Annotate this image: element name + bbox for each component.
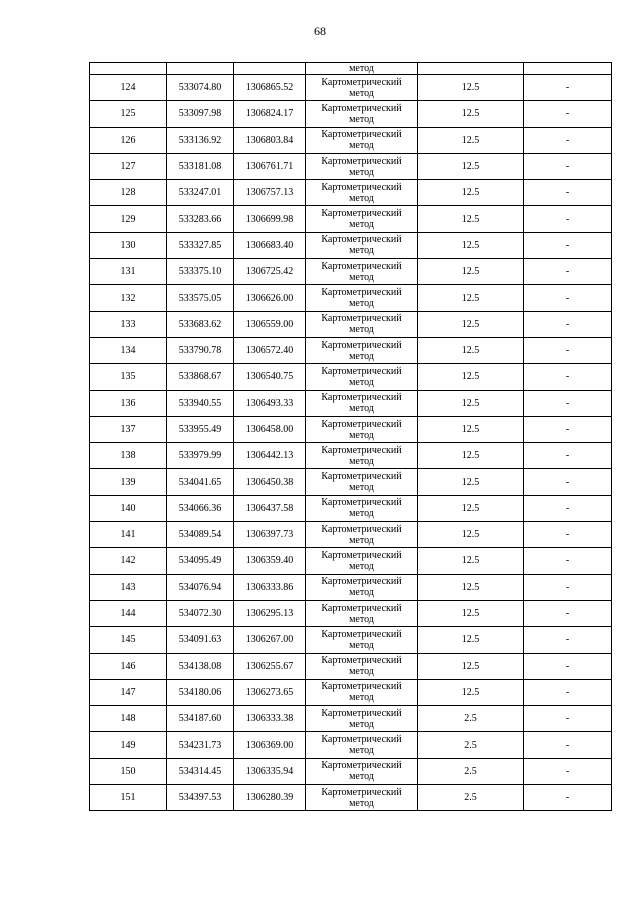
method-line: Картометрический xyxy=(321,287,402,299)
cell-x: 533375.10 xyxy=(167,259,234,285)
cell-y: 1306450.38 xyxy=(234,469,306,495)
table-row xyxy=(90,153,612,179)
table-row xyxy=(90,653,612,679)
cell-y: 1306267.00 xyxy=(234,627,306,653)
method-line: Картометрический xyxy=(321,208,402,220)
cell-precision: 12.5 xyxy=(418,574,524,600)
cell-description: - xyxy=(524,574,612,600)
cell-num: 124 xyxy=(90,75,167,101)
cell-num: 131 xyxy=(90,259,167,285)
cell-description: - xyxy=(524,232,612,258)
cell-description: - xyxy=(524,785,612,811)
cell-description: - xyxy=(524,127,612,153)
method-line: Картометрический xyxy=(321,734,402,746)
cell-x: 534072.30 xyxy=(167,600,234,626)
cell-precision: 12.5 xyxy=(418,285,524,311)
cell-method xyxy=(306,732,418,758)
cell-description: - xyxy=(524,75,612,101)
cell-x: 533790.78 xyxy=(167,337,234,363)
table-row xyxy=(90,285,612,311)
cell-y: 1306824.17 xyxy=(234,101,306,127)
method-line: метод xyxy=(349,192,374,204)
cell-num: 128 xyxy=(90,180,167,206)
cell-method xyxy=(306,180,418,206)
table-row xyxy=(90,600,612,626)
cell-y: 1306559.00 xyxy=(234,311,306,337)
cell-precision: 12.5 xyxy=(418,206,524,232)
cell-precision: 12.5 xyxy=(418,364,524,390)
cell-precision: 12.5 xyxy=(418,232,524,258)
cell-description: - xyxy=(524,706,612,732)
cell-num: 148 xyxy=(90,706,167,732)
cell-description: - xyxy=(524,416,612,442)
cell-method xyxy=(306,495,418,521)
cell-description: - xyxy=(524,653,612,679)
cell-x: 534231.73 xyxy=(167,732,234,758)
cell-description: - xyxy=(524,679,612,705)
method-line: Картометрический xyxy=(321,129,402,141)
cell-num: 127 xyxy=(90,153,167,179)
cell-description: - xyxy=(524,311,612,337)
cell-precision xyxy=(418,63,524,75)
method-line: метод xyxy=(349,298,374,310)
cell-precision: 2.5 xyxy=(418,706,524,732)
method-line: Картометрический xyxy=(321,313,402,325)
cell-y: 1306761.71 xyxy=(234,153,306,179)
method-line: метод xyxy=(349,745,374,757)
method-line: Картометрический xyxy=(321,339,402,351)
cell-x: 533181.08 xyxy=(167,153,234,179)
method-line: Картометрический xyxy=(321,549,402,561)
cell-x: 533247.01 xyxy=(167,180,234,206)
method-line: метод xyxy=(349,87,374,99)
cell-precision: 2.5 xyxy=(418,732,524,758)
method-line: Картометрический xyxy=(321,497,402,509)
table-row xyxy=(90,416,612,442)
table-row xyxy=(90,390,612,416)
cell-num: 142 xyxy=(90,548,167,574)
cell-description: - xyxy=(524,180,612,206)
method-line: метод xyxy=(349,271,374,283)
cell-y: 1306540.75 xyxy=(234,364,306,390)
cell-method xyxy=(306,127,418,153)
cell-x: 533074.80 xyxy=(167,75,234,101)
cell-method: метод xyxy=(306,63,418,75)
cell-num: 151 xyxy=(90,785,167,811)
cell-x: 534089.54 xyxy=(167,522,234,548)
cell-x: 533979.99 xyxy=(167,443,234,469)
cell-description: - xyxy=(524,443,612,469)
method-line: метод xyxy=(349,429,374,441)
cell-method xyxy=(306,75,418,101)
cell-precision: 12.5 xyxy=(418,548,524,574)
cell-num: 135 xyxy=(90,364,167,390)
cell-y: 1306397.73 xyxy=(234,522,306,548)
cell-method xyxy=(306,443,418,469)
table-row xyxy=(90,785,612,811)
table-row xyxy=(90,627,612,653)
cell-precision: 12.5 xyxy=(418,259,524,285)
cell-method xyxy=(306,337,418,363)
table-row xyxy=(90,101,612,127)
cell-x: 534076.94 xyxy=(167,574,234,600)
cell-description: - xyxy=(524,206,612,232)
cell-description: - xyxy=(524,469,612,495)
cell-precision: 12.5 xyxy=(418,390,524,416)
cell-method xyxy=(306,548,418,574)
cell-description: - xyxy=(524,495,612,521)
cell-description: - xyxy=(524,285,612,311)
cell-method xyxy=(306,153,418,179)
cell-method xyxy=(306,101,418,127)
cell-precision: 12.5 xyxy=(418,180,524,206)
cell-num: 129 xyxy=(90,206,167,232)
cell-description: - xyxy=(524,732,612,758)
method-line: метод xyxy=(349,508,374,520)
method-line: метод xyxy=(349,324,374,336)
cell-precision: 12.5 xyxy=(418,469,524,495)
cell-y: 1306725.42 xyxy=(234,259,306,285)
cell-x: 534314.45 xyxy=(167,758,234,784)
method-line: метод xyxy=(349,219,374,231)
cell-y: 1306280.39 xyxy=(234,785,306,811)
cell-precision: 12.5 xyxy=(418,653,524,679)
cell-precision: 2.5 xyxy=(418,758,524,784)
cell-method xyxy=(306,469,418,495)
cell-method xyxy=(306,416,418,442)
cell-num: 139 xyxy=(90,469,167,495)
method-line: Картометрический xyxy=(321,365,402,377)
table-body xyxy=(90,63,612,811)
table-row xyxy=(90,495,612,521)
method-line: метод xyxy=(349,534,374,546)
table-row xyxy=(90,706,612,732)
cell-x: 533283.66 xyxy=(167,206,234,232)
cell-x: 534041.65 xyxy=(167,469,234,495)
cell-num: 140 xyxy=(90,495,167,521)
cell-method xyxy=(306,206,418,232)
cell-y: 1306458.00 xyxy=(234,416,306,442)
cell-y: 1306493.33 xyxy=(234,390,306,416)
cell-num: 136 xyxy=(90,390,167,416)
method-line: метод xyxy=(349,613,374,625)
method-line: метод xyxy=(349,140,374,152)
cell-precision: 12.5 xyxy=(418,627,524,653)
cell-num: 146 xyxy=(90,653,167,679)
method-line: Картометрический xyxy=(321,234,402,246)
cell-y: 1306255.67 xyxy=(234,653,306,679)
cell-y: 1306333.86 xyxy=(234,574,306,600)
cell-description: - xyxy=(524,600,612,626)
table-row xyxy=(90,259,612,285)
table-row xyxy=(90,364,612,390)
cell-y: 1306757.13 xyxy=(234,180,306,206)
cell-y: 1306442.13 xyxy=(234,443,306,469)
method-line: метод xyxy=(349,113,374,125)
cell-description: - xyxy=(524,758,612,784)
method-line: Картометрический xyxy=(321,444,402,456)
cell-precision: 2.5 xyxy=(418,785,524,811)
cell-x: 533683.62 xyxy=(167,311,234,337)
cell-description: - xyxy=(524,101,612,127)
cell-num: 145 xyxy=(90,627,167,653)
continued-row xyxy=(90,63,612,75)
table-row xyxy=(90,469,612,495)
method-line: Картометрический xyxy=(321,576,402,588)
cell-y: 1306359.40 xyxy=(234,548,306,574)
table-row xyxy=(90,574,612,600)
cell-method xyxy=(306,574,418,600)
cell-x: 533868.67 xyxy=(167,364,234,390)
cell-method xyxy=(306,653,418,679)
cell-y: 1306626.00 xyxy=(234,285,306,311)
cell-precision: 12.5 xyxy=(418,679,524,705)
cell-precision: 12.5 xyxy=(418,337,524,363)
cell-description: - xyxy=(524,390,612,416)
cell-description: - xyxy=(524,522,612,548)
cell-y: 1306335.94 xyxy=(234,758,306,784)
cell-num: 126 xyxy=(90,127,167,153)
method-line: метод xyxy=(349,560,374,572)
method-line: Картометрический xyxy=(321,260,402,272)
cell-y: 1306273.65 xyxy=(234,679,306,705)
cell-num: 137 xyxy=(90,416,167,442)
cell-y: 1306437.58 xyxy=(234,495,306,521)
cell-precision: 12.5 xyxy=(418,600,524,626)
cell-num: 147 xyxy=(90,679,167,705)
cell-method xyxy=(306,627,418,653)
cell-x: 534066.36 xyxy=(167,495,234,521)
cell-y: 1306333.38 xyxy=(234,706,306,732)
method-line: метод xyxy=(349,403,374,415)
cell-precision: 12.5 xyxy=(418,101,524,127)
table-row xyxy=(90,75,612,101)
method-line: Картометрический xyxy=(321,471,402,483)
cell-method xyxy=(306,232,418,258)
method-line: метод xyxy=(349,245,374,257)
cell-x: 533136.92 xyxy=(167,127,234,153)
method-line: Картометрический xyxy=(321,392,402,404)
table-row xyxy=(90,732,612,758)
method-line: Картометрический xyxy=(321,602,402,614)
cell-num: 143 xyxy=(90,574,167,600)
cell-y xyxy=(234,63,306,75)
cell-precision: 12.5 xyxy=(418,443,524,469)
method-line: метод xyxy=(349,771,374,783)
cell-num: 149 xyxy=(90,732,167,758)
cell-method xyxy=(306,679,418,705)
method-line: Картометрический xyxy=(321,418,402,430)
cell-x: 534095.49 xyxy=(167,548,234,574)
table-row xyxy=(90,206,612,232)
coordinates-table xyxy=(89,62,612,811)
cell-x: 533575.05 xyxy=(167,285,234,311)
cell-num: 132 xyxy=(90,285,167,311)
cell-method xyxy=(306,285,418,311)
cell-method xyxy=(306,785,418,811)
cell-x: 534397.53 xyxy=(167,785,234,811)
cell-num: 133 xyxy=(90,311,167,337)
cell-method xyxy=(306,390,418,416)
table-row xyxy=(90,232,612,258)
cell-y: 1306865.52 xyxy=(234,75,306,101)
cell-x xyxy=(167,63,234,75)
method-line: Картометрический xyxy=(321,681,402,693)
cell-method xyxy=(306,259,418,285)
method-line: метод xyxy=(349,666,374,678)
cell-description: - xyxy=(524,259,612,285)
cell-method xyxy=(306,758,418,784)
cell-precision: 12.5 xyxy=(418,153,524,179)
page-number: 68 xyxy=(314,24,326,38)
table-row xyxy=(90,679,612,705)
table-row xyxy=(90,758,612,784)
method-line: метод xyxy=(349,639,374,651)
method-line: метод xyxy=(349,166,374,178)
method-line: метод xyxy=(349,692,374,704)
cell-num: 130 xyxy=(90,232,167,258)
cell-num: 134 xyxy=(90,337,167,363)
cell-x: 534187.60 xyxy=(167,706,234,732)
cell-description: - xyxy=(524,627,612,653)
cell-num: 141 xyxy=(90,522,167,548)
cell-num xyxy=(90,63,167,75)
method-line: Картометрический xyxy=(321,155,402,167)
table-row xyxy=(90,443,612,469)
method-line: метод xyxy=(349,455,374,467)
cell-x: 533327.85 xyxy=(167,232,234,258)
method-line: Картометрический xyxy=(321,76,402,88)
cell-x: 534180.06 xyxy=(167,679,234,705)
method-line: метод xyxy=(349,587,374,599)
cell-x: 533955.49 xyxy=(167,416,234,442)
cell-description: - xyxy=(524,548,612,574)
cell-precision: 12.5 xyxy=(418,127,524,153)
cell-y: 1306572.40 xyxy=(234,337,306,363)
method-line: Картометрический xyxy=(321,786,402,798)
cell-num: 144 xyxy=(90,600,167,626)
method-line: Картометрический xyxy=(321,523,402,535)
method-line: Картометрический xyxy=(321,707,402,719)
table-row xyxy=(90,311,612,337)
cell-method xyxy=(306,600,418,626)
cell-method xyxy=(306,364,418,390)
cell-description: - xyxy=(524,153,612,179)
cell-y: 1306295.13 xyxy=(234,600,306,626)
table-row xyxy=(90,337,612,363)
cell-x: 534091.63 xyxy=(167,627,234,653)
cell-precision: 12.5 xyxy=(418,311,524,337)
cell-precision: 12.5 xyxy=(418,75,524,101)
table-row xyxy=(90,548,612,574)
cell-description: - xyxy=(524,364,612,390)
method-line: метод xyxy=(349,350,374,362)
cell-num: 138 xyxy=(90,443,167,469)
cell-precision: 12.5 xyxy=(418,522,524,548)
cell-description: - xyxy=(524,337,612,363)
cell-description xyxy=(524,63,612,75)
method-line: Картометрический xyxy=(321,760,402,772)
method-line: метод xyxy=(349,797,374,809)
method-line: метод xyxy=(349,482,374,494)
cell-y: 1306803.84 xyxy=(234,127,306,153)
cell-method xyxy=(306,311,418,337)
cell-x: 534138.08 xyxy=(167,653,234,679)
cell-x: 533940.55 xyxy=(167,390,234,416)
table-row xyxy=(90,180,612,206)
method-line: метод xyxy=(349,376,374,388)
cell-y: 1306699.98 xyxy=(234,206,306,232)
cell-precision: 12.5 xyxy=(418,416,524,442)
method-line: Картометрический xyxy=(321,102,402,114)
cell-method xyxy=(306,706,418,732)
method-line: Картометрический xyxy=(321,655,402,667)
cell-num: 150 xyxy=(90,758,167,784)
cell-precision: 12.5 xyxy=(418,495,524,521)
table-row xyxy=(90,127,612,153)
table-row xyxy=(90,522,612,548)
cell-y: 1306683.40 xyxy=(234,232,306,258)
cell-x: 533097.98 xyxy=(167,101,234,127)
method-line: Картометрический xyxy=(321,181,402,193)
method-line: Картометрический xyxy=(321,628,402,640)
method-line: метод xyxy=(349,718,374,730)
cell-num: 125 xyxy=(90,101,167,127)
cell-y: 1306369.00 xyxy=(234,732,306,758)
cell-method xyxy=(306,522,418,548)
